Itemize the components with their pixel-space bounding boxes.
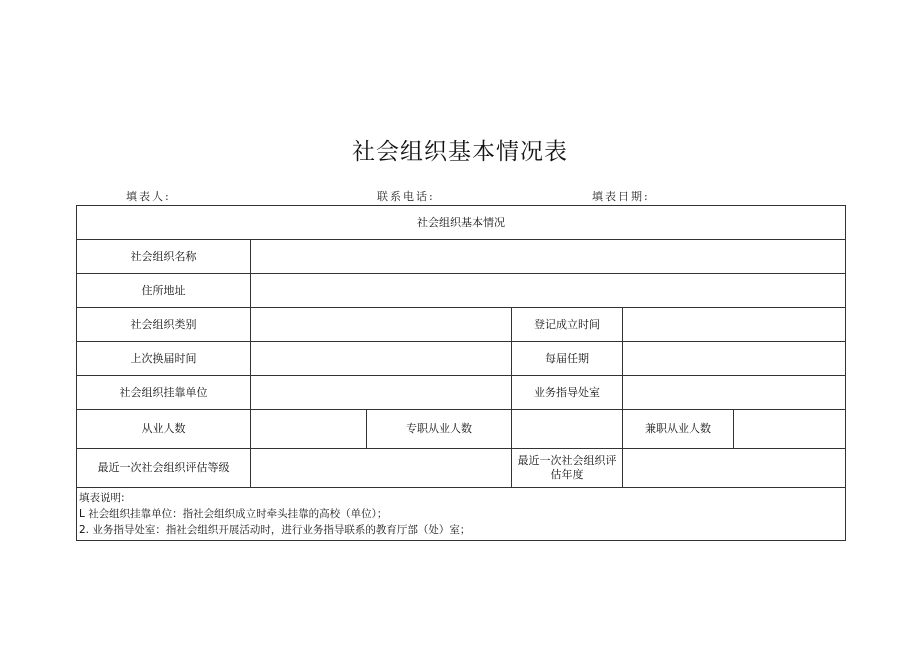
section-title: 社会组织基本情况 [77, 206, 846, 240]
reg-time-label: 登记成立时间 [512, 308, 623, 342]
address-field[interactable] [251, 274, 846, 308]
address-label: 住所地址 [77, 274, 251, 308]
guide-office-label: 业务指导处室 [512, 376, 623, 410]
eval-level-label: 最近一次社会组织评估等级 [77, 449, 251, 488]
parttime-count-field[interactable] [734, 410, 846, 449]
org-name-label: 社会组织名称 [77, 240, 251, 274]
date-label: 填表日期: [592, 190, 650, 203]
staff-count-field[interactable] [251, 410, 367, 449]
term-field[interactable] [623, 342, 846, 376]
fulltime-count-label: 专职从业人数 [367, 410, 512, 449]
parttime-count-label: 兼职从业人数 [623, 410, 734, 449]
org-type-field[interactable] [251, 308, 512, 342]
page-title: 社会组织基本情况表 [352, 139, 568, 165]
note-line-1: L 社会组织挂靠单位：指社会组织成立时牵头挂靠的高校（单位）； [79, 508, 388, 520]
eval-year-label: 最近一次社会组织评估年度 [512, 449, 623, 488]
fulltime-count-field[interactable] [512, 410, 623, 449]
reg-time-field[interactable] [623, 308, 846, 342]
host-unit-field[interactable] [251, 376, 512, 410]
org-type-label: 社会组织类别 [77, 308, 251, 342]
last-election-field[interactable] [251, 342, 512, 376]
host-unit-label: 社会组织挂靠单位 [77, 376, 251, 410]
org-info-table [76, 205, 846, 541]
eval-level-field[interactable] [251, 449, 512, 488]
guide-office-field[interactable] [623, 376, 846, 410]
filler-label: 填表人: [126, 190, 171, 203]
phone-label: 联系电话: [377, 190, 435, 203]
notes-cell [77, 488, 846, 541]
org-name-field[interactable] [251, 240, 846, 274]
term-label: 每届任期 [512, 342, 623, 376]
notes-heading: 填表说明: [79, 492, 125, 504]
eval-year-field[interactable] [623, 449, 846, 488]
last-election-label: 上次换届时间 [77, 342, 251, 376]
staff-count-label: 从业人数 [77, 410, 251, 449]
note-line-2: 2. 业务指导处室：指社会组织开展活动时，进行业务指导联系的教育厅部（处）室； [79, 524, 471, 536]
